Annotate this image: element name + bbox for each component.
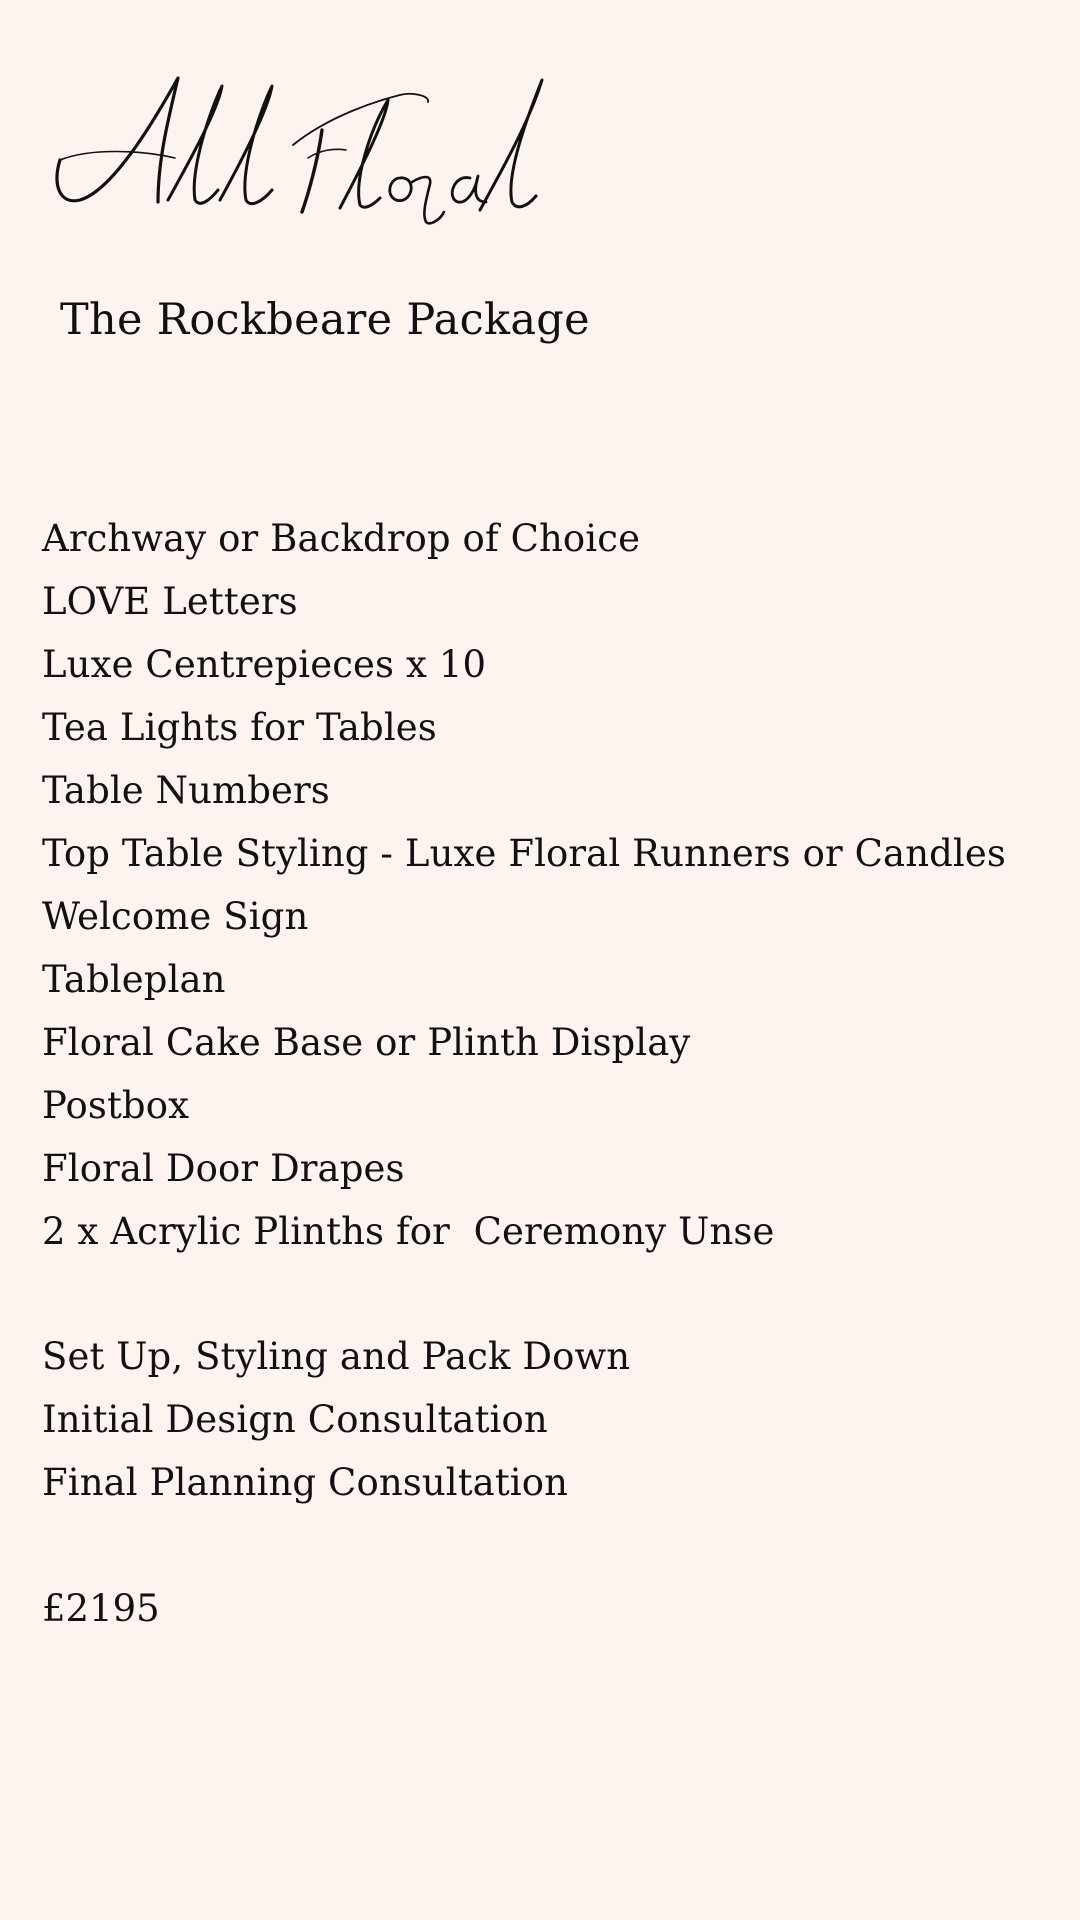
list-item: Tea Lights for Tables bbox=[42, 706, 437, 749]
package-price: £2195 bbox=[42, 1587, 160, 1630]
list-item: Welcome Sign bbox=[42, 895, 309, 938]
list-item: Top Table Styling - Luxe Floral Runners or Candles bbox=[42, 832, 1006, 875]
package-services-list bbox=[42, 1325, 630, 1514]
package-items-list bbox=[42, 507, 1006, 1263]
service-item: Final Planning Consultation bbox=[42, 1461, 569, 1504]
list-item: Table Numbers bbox=[42, 769, 330, 812]
list-item: Archway or Backdrop of Choice bbox=[42, 517, 641, 560]
list-item: Floral Cake Base or Plinth Display bbox=[42, 1021, 691, 1064]
package-title: The Rockbeare Package bbox=[60, 295, 590, 345]
list-item: LOVE Letters bbox=[42, 580, 298, 623]
list-item: 2 x Acrylic Plinths for Ceremony Unse bbox=[42, 1210, 775, 1253]
list-item: Postbox bbox=[42, 1084, 190, 1127]
list-item: Tableplan bbox=[42, 958, 226, 1001]
list-item: Luxe Centrepieces x 10 bbox=[42, 643, 487, 686]
service-item: Initial Design Consultation bbox=[42, 1398, 548, 1441]
service-item: Set Up, Styling and Pack Down bbox=[42, 1335, 631, 1378]
list-item: Floral Door Drapes bbox=[42, 1147, 405, 1190]
brand-logo bbox=[50, 50, 610, 240]
